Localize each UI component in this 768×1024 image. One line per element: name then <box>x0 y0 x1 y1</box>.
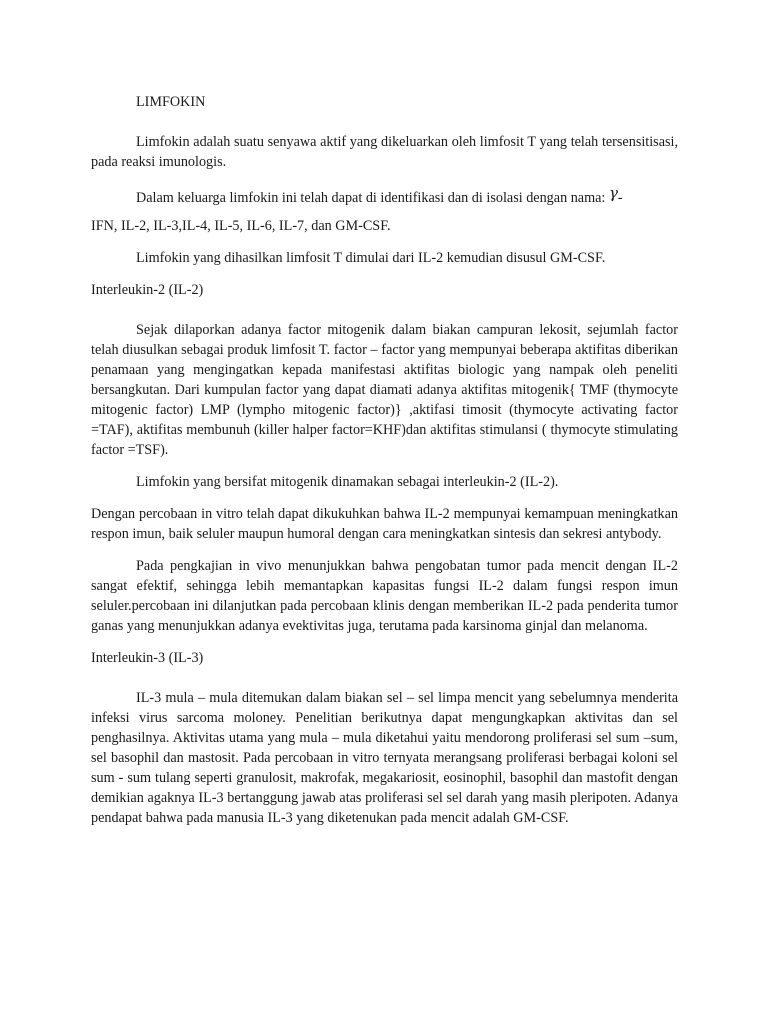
paragraph-definition: Limfokin adalah suatu senyawa aktif yang dikeluarkan oleh limfosit T yang telah tersensitisasi, pada reaksi imunologis. <box>91 134 678 170</box>
paragraph-il2-invivo: Pada pengkajian in vivo menunjukkan bahwa pengobatan tumor pada mencit dengan IL-2 sangat efektif, sehingga lebih memantapkan kapasitas fungsi IL-2 dalam fungsi respon imun seluler.percobaan ini dilanjutkan pada percobaan klinis dengan memberikan IL-2 pada penderita tumor ganas yang menunjukkan adanya evektivitas juga, terutama pada karsinoma ginjal dan melanoma. <box>91 558 678 634</box>
paragraph-il2-invitro: Dengan percobaan in vitro telah dapat dikukuhkan bahwa IL-2 mempunyai kemampuan meningkatkan respon imun, baik seluler maupun humoral dengan cara meningkatkan sintesis dan sekresi antybody. <box>91 506 678 542</box>
heading-il3: Interleukin-3 (IL-3) <box>91 650 204 666</box>
family-lead-text: Dalam keluarga limfokin ini telah dapat di identifikasi dan di isolasi dengan nama: <box>136 190 609 206</box>
document-page <box>91 92 678 828</box>
paragraph-il2-naming: Limfokin yang bersifat mitogenik dinamakan sebagai interleukin-2 (IL-2). <box>136 474 559 490</box>
document-title: LIMFOKIN <box>136 94 206 110</box>
paragraph-sequence: Limfokin yang dihasilkan limfosit T dimulai dari IL-2 kemudian disusul GM-CSF. <box>136 250 606 266</box>
paragraph-il3-discovery: IL-3 mula – mula ditemukan dalam biakan sel – sel limpa mencit yang sebelumnya menderita infeksi virus sarcoma moloney. Penelitian berikutnya dapat mengungkapkan aktivitas dan sel penghasilnya. Aktivitas utama yang mula – mula diketahui yaitu mendorong proliferasi sel sum –sum, sel basophil dan mastosit. Pada percobaan in vitro ternyata merangsang proliferasi berbagai koloni sel sum - sum tulang seperti granulosit, makrofak, megakariosit, eosinophil, basophil dan mastofit dengan demikian agaknya IL-3 bertanggung jawab atas proliferasi sel sel darah yang masih pleripoten. Adanya pendapat bahwa pada manusia IL-3 yang diketenukan pada mencit adalah GM-CSF. <box>91 690 678 826</box>
gamma-symbol: γ <box>608 184 618 202</box>
gamma-dash: - <box>617 190 623 206</box>
paragraph-family <box>91 184 678 236</box>
heading-il2: Interleukin-2 (IL-2) <box>91 282 204 298</box>
paragraph-il2-history: Sejak dilaporkan adanya factor mitogenik dalam biakan campuran lekosit, sejumlah factor telah diusulkan sebagai produk limfosit T. factor – factor yang mempunyai beberapa aktifitas diberikan penamaan yang mengingatkan kepada manifestasi aktifitas biologic yang nampak oleh peneliti bersangkutan. Dari kumpulan factor yang dapat diamati adanya aktifitas mitogenik{ TMF (thymocyte mitogenic factor) LMP (lympho mitogenic factor)} ,aktifasi timosit (thymocyte activating factor =TAF), aktifitas membunuh (killer halper factor=KHF)dan aktifitas stimulansi ( thymocyte stimulating factor =TSF). <box>91 322 678 458</box>
family-list-text: IFN, IL-2, IL-3,IL-4, IL-5, IL-6, IL-7, dan GM-CSF. <box>91 218 391 234</box>
